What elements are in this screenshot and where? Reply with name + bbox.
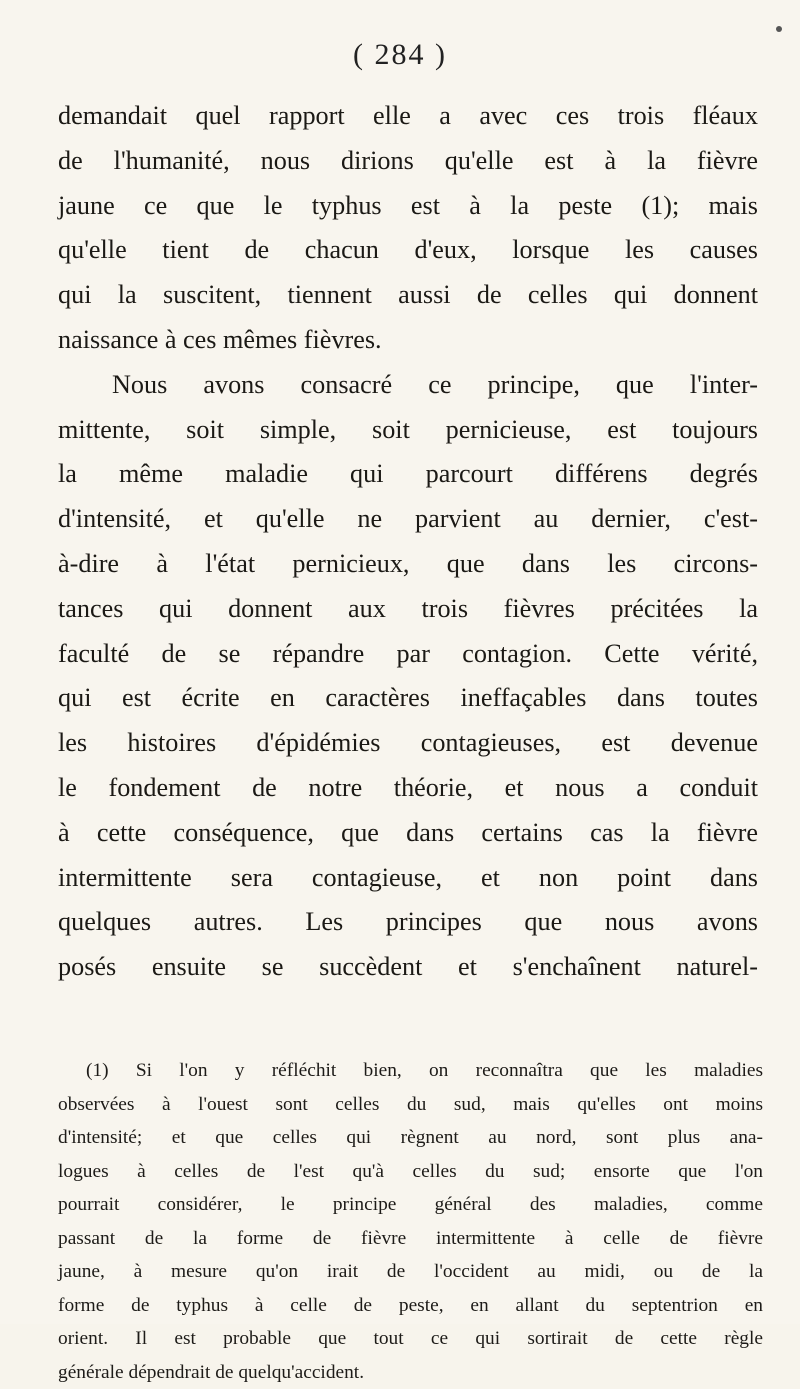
text-line: naissance à ces mêmes fièvres. <box>58 318 758 363</box>
main-text <box>58 94 758 990</box>
footnote-line: passant de la forme de fièvre intermittente à celle de fièvre <box>58 1222 763 1256</box>
footnote-line: (1) Si l'on y réfléchit bien, on reconnaîtra que les maladies <box>58 1054 763 1088</box>
text-line: demandait quel rapport elle a avec ces trois fléaux <box>58 94 758 139</box>
text-line: quelques autres. Les principes que nous avons <box>58 900 758 945</box>
footnote-line: d'intensité; et que celles qui règnent au nord, sont plus ana- <box>58 1121 763 1155</box>
text-line: jaune ce que le typhus est à la peste (1); mais <box>58 184 758 229</box>
page-number: ( 284 ) <box>0 38 800 72</box>
footnote-line: observées à l'ouest sont celles du sud, mais qu'elles ont moins <box>58 1088 763 1122</box>
footnote-line: orient. Il est probable que tout ce qui sortirait de cette règle <box>58 1322 763 1356</box>
footnote-line: forme de typhus à celle de peste, en allant du septentrion en <box>58 1289 763 1323</box>
text-line: intermittente sera contagieuse, et non point dans <box>58 856 758 901</box>
text-line: qu'elle tient de chacun d'eux, lorsque les causes <box>58 228 758 273</box>
text-line: les histoires d'épidémies contagieuses, est devenue <box>58 721 758 766</box>
footnote-line: logues à celles de l'est qu'à celles du sud; ensorte que l'on <box>58 1155 763 1189</box>
footnote-line: générale dépendrait de quelqu'accident. <box>58 1356 763 1389</box>
text-line: d'intensité, et qu'elle ne parvient au dernier, c'est- <box>58 497 758 542</box>
footnote <box>58 1054 763 1389</box>
text-line: mittente, soit simple, soit pernicieuse, est toujours <box>58 408 758 453</box>
text-line: à cette conséquence, que dans certains cas la fièvre <box>58 811 758 856</box>
footnote-line: jaune, à mesure qu'on irait de l'occident au midi, ou de la <box>58 1255 763 1289</box>
paragraph-start: Nous avons consacré ce principe, que l'inter- <box>58 363 758 408</box>
text-line: de l'humanité, nous dirions qu'elle est à la fièvre <box>58 139 758 184</box>
text-line: à-dire à l'état pernicieux, que dans les circons- <box>58 542 758 587</box>
text-line: la même maladie qui parcourt différens degrés <box>58 452 758 497</box>
footnote-line: pourrait considérer, le principe général des maladies, comme <box>58 1188 763 1222</box>
text-line: qui la suscitent, tiennent aussi de celles qui donnent <box>58 273 758 318</box>
text-line: tances qui donnent aux trois fièvres précitées la <box>58 587 758 632</box>
text-line: faculté de se répandre par contagion. Cette vérité, <box>58 632 758 677</box>
text-line: le fondement de notre théorie, et nous a conduit <box>58 766 758 811</box>
ink-spot <box>776 26 782 32</box>
text-line: qui est écrite en caractères ineffaçables dans toutes <box>58 676 758 721</box>
text-line: posés ensuite se succèdent et s'enchaînent naturel- <box>58 945 758 990</box>
